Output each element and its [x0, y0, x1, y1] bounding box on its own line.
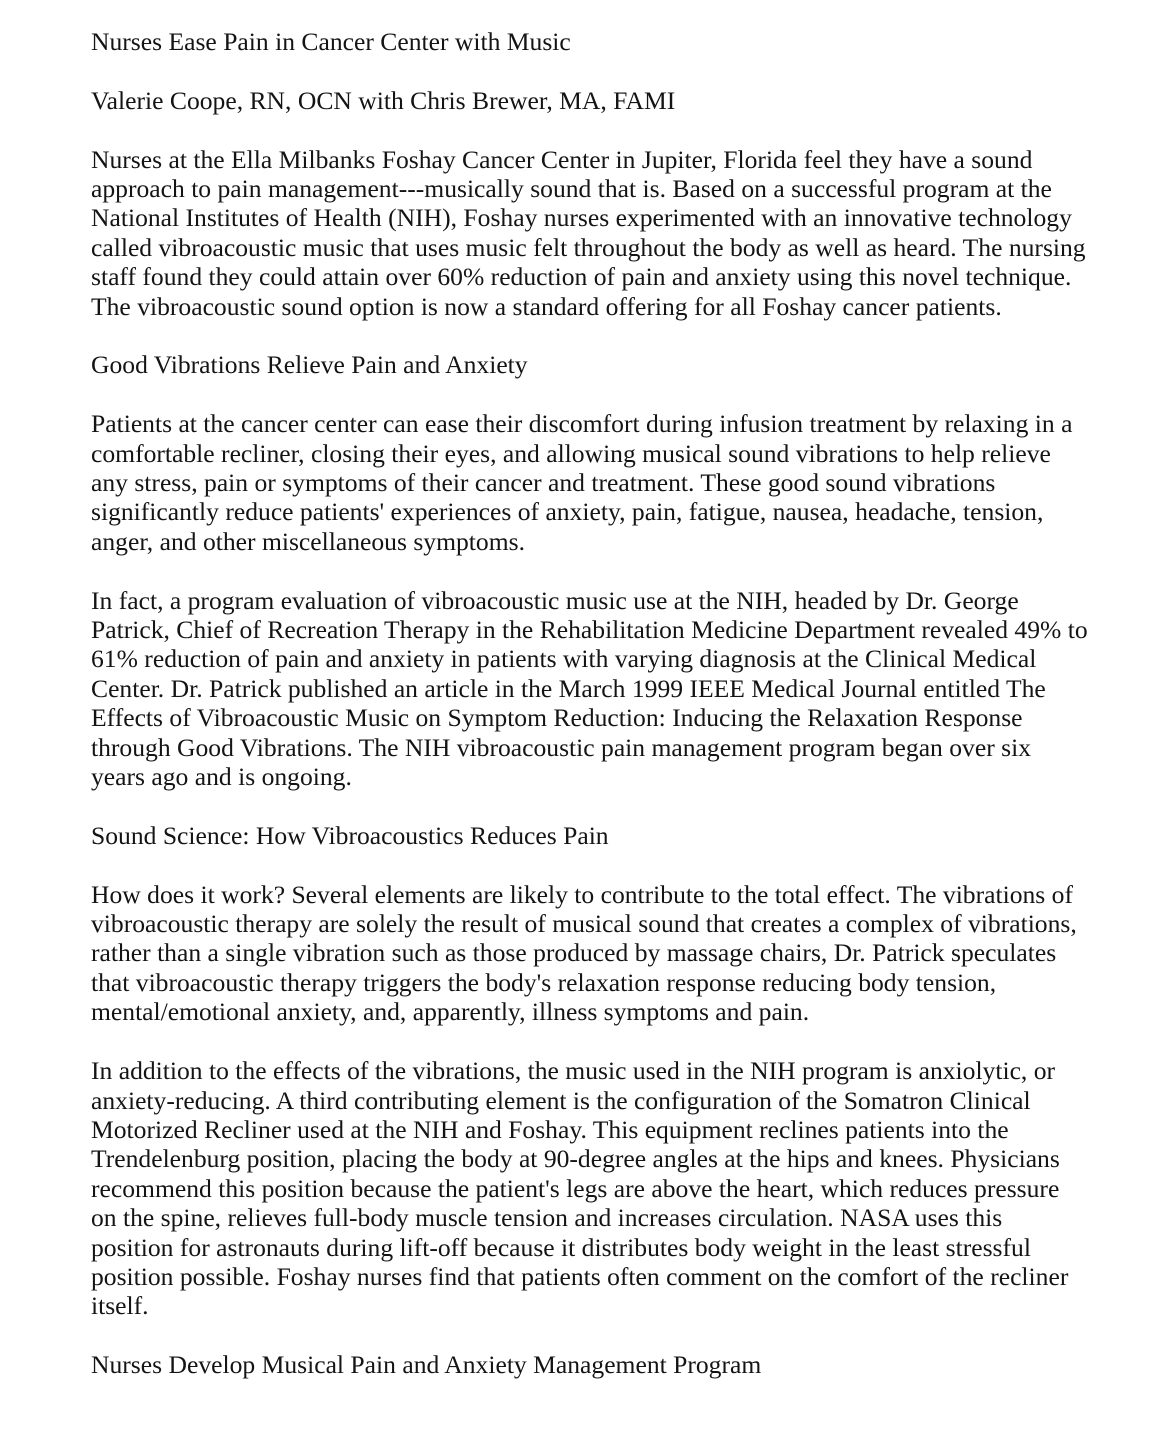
- text-line: staff found they could attain over 60% reduction of pain and anxiety using this novel technique.: [91, 262, 1072, 292]
- section-heading-nurses-develop: [91, 1350, 1101, 1379]
- text-line: called vibroacoustic music that uses music felt throughout the body as well as heard. The nursing: [91, 232, 1086, 262]
- text-line: significantly reduce patients' experiences of anxiety, pain, fatigue, nausea, headache, tension,: [91, 497, 1044, 527]
- text-line: How does it work? Several elements are likely to contribute to the total effect. The vibrations of: [91, 879, 1073, 909]
- text-line: comfortable recliner, closing their eyes, and allowing musical sound vibrations to help relieve: [91, 438, 1051, 468]
- text-line: mental/emotional anxiety, and, apparently, illness symptoms and pain.: [91, 997, 810, 1027]
- section-heading-good-vibrations: [91, 350, 1101, 379]
- title-line: Nurses Ease Pain in Cancer Center with Music: [91, 27, 571, 56]
- text-line: years ago and is ongoing.: [91, 762, 352, 792]
- heading-line: Good Vibrations Relieve Pain and Anxiety: [91, 350, 528, 380]
- text-line: position for astronauts during lift-off because it distributes body weight in the least stressful: [91, 1232, 1031, 1262]
- intro-paragraph: [91, 145, 1101, 321]
- text-line: anger, and other miscellaneous symptoms.: [91, 526, 525, 556]
- text-line: on the spine, relieves full-body muscle tension and increases circulation. NASA uses this: [91, 1203, 1003, 1233]
- text-line: approach to pain management---musically sound that is. Based on a successful program at the: [91, 174, 1052, 203]
- text-line: Nurses at the Ella Milbanks Foshay Cancer Center in Jupiter, Florida feel they have a sound: [91, 144, 1033, 174]
- text-line: Patients at the cancer center can ease their discomfort during infusion treatment by relaxing in a: [91, 409, 1073, 439]
- text-line: anxiety-reducing. A third contributing element is the configuration of the Somatron Clinical: [91, 1085, 1031, 1115]
- text-line: Center. Dr. Patrick published an article in the March 1999 IEEE Medical Journal entitled The: [91, 673, 1046, 703]
- text-line: 61% reduction of pain and anxiety in patients with varying diagnosis at the Clinical Medical: [91, 644, 1037, 674]
- text-line: In addition to the effects of the vibrations, the music used in the NIH program is anxiolytic, or: [91, 1056, 1056, 1086]
- paragraph-nih-evaluation: [91, 586, 1101, 792]
- document-title: [91, 27, 1101, 56]
- paragraph-patients: [91, 409, 1101, 556]
- byline-line: Valerie Coope, RN, OCN with Chris Brewer, MA, FAMI: [91, 85, 676, 115]
- text-line: rather than a single vibration such as those produced by massage chairs, Dr. Patrick speculates: [91, 938, 1057, 968]
- byline: [91, 86, 1101, 115]
- text-line: position possible. Foshay nurses find that patients often comment on the comfort of the recliner: [91, 1261, 1069, 1291]
- text-line: Effects of Vibroacoustic Music on Symptom Reduction: Inducing the Relaxation Response: [91, 703, 1023, 733]
- text-line: Patrick, Chief of Recreation Therapy in the Rehabilitation Medicine Department revealed 49% to: [91, 615, 1088, 645]
- text-line: vibroacoustic therapy are solely the result of musical sound that creates a complex of vibrations,: [91, 909, 1077, 939]
- text-line: any stress, pain or symptoms of their cancer and treatment. These good sound vibrations: [91, 468, 996, 498]
- heading-line: Sound Science: How Vibroacoustics Reduces Pain: [91, 820, 609, 850]
- heading-line: Nurses Develop Musical Pain and Anxiety Management Program: [91, 1350, 762, 1380]
- document-page: [91, 27, 1101, 1409]
- text-line: through Good Vibrations. The NIH vibroacoustic pain management program began over six: [91, 732, 1031, 762]
- text-line: Motorized Recliner used at the NIH and Foshay. This equipment reclines patients into the: [91, 1114, 1009, 1144]
- text-line: recommend this position because the patient's legs are above the heart, which reduces pressure: [91, 1173, 1060, 1203]
- text-line: The vibroacoustic sound option is now a standard offering for all Foshay cancer patients.: [91, 291, 1002, 321]
- paragraph-additional-effects: [91, 1056, 1101, 1321]
- text-line: Trendelenburg position, placing the body at 90-degree angles at the hips and knees. Physicians: [91, 1144, 1060, 1174]
- section-heading-sound-science: [91, 821, 1101, 850]
- text-line: National Institutes of Health (NIH), Foshay nurses experimented with an innovative technology: [91, 203, 1072, 233]
- text-line: itself.: [91, 1291, 149, 1321]
- text-line: that vibroacoustic therapy triggers the body's relaxation response reducing body tension,: [91, 967, 997, 997]
- paragraph-how-it-works: [91, 880, 1101, 1027]
- text-line: In fact, a program evaluation of vibroacoustic music use at the NIH, headed by Dr. George: [91, 585, 1019, 615]
